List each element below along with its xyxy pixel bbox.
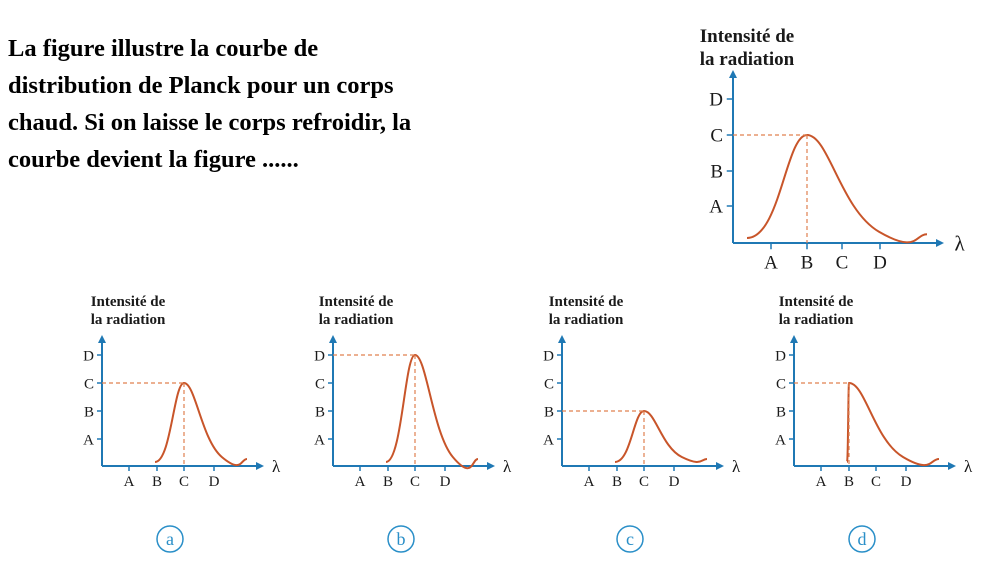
x-tick-label: A bbox=[354, 474, 366, 490]
y-axis-label-line1: Intensité de bbox=[778, 294, 854, 310]
x-tick-label: C bbox=[870, 474, 882, 490]
y-tick-label: A bbox=[314, 432, 325, 449]
y-tick-label: C bbox=[775, 376, 786, 393]
x-tick-label: C bbox=[835, 252, 849, 274]
x-axis-label: λ bbox=[272, 457, 281, 476]
option-graph-d bbox=[775, 294, 973, 490]
y-axis-label-line2: la radiation bbox=[699, 48, 795, 70]
x-tick-label: A bbox=[815, 474, 827, 490]
y-tick-label: D bbox=[83, 348, 94, 365]
x-tick-label: D bbox=[873, 252, 887, 274]
y-tick-label: B bbox=[314, 404, 325, 421]
y-tick-label: C bbox=[314, 376, 325, 393]
x-tick-label: D bbox=[439, 474, 451, 490]
option-graph-a bbox=[83, 294, 281, 490]
x-tick-label: B bbox=[382, 474, 394, 490]
y-tick-label: C bbox=[710, 125, 723, 147]
y-tick-label: D bbox=[543, 348, 554, 365]
y-tick-label: A bbox=[543, 432, 554, 449]
y-tick-label: B bbox=[775, 404, 786, 421]
y-tick-label: A bbox=[83, 432, 94, 449]
x-tick-label: B bbox=[151, 474, 163, 490]
radiation-curve bbox=[747, 135, 927, 242]
x-tick-label: A bbox=[583, 474, 595, 490]
y-axis-label-line1: Intensité de bbox=[90, 294, 166, 310]
y-tick-label: B bbox=[543, 404, 554, 421]
y-tick-label: D bbox=[314, 348, 325, 365]
y-tick-label: D bbox=[775, 348, 786, 365]
x-tick-label: C bbox=[638, 474, 650, 490]
y-tick-label: B bbox=[710, 161, 723, 183]
option-label-c: c bbox=[626, 529, 634, 549]
option-label-a: a bbox=[166, 529, 174, 549]
y-tick-label: D bbox=[709, 89, 723, 111]
reference-graph bbox=[700, 26, 966, 273]
y-axis-label-line2: la radiation bbox=[318, 312, 394, 328]
x-tick-label: B bbox=[800, 252, 814, 274]
y-axis-label-line2: la radiation bbox=[548, 312, 624, 328]
x-tick-label: C bbox=[178, 474, 190, 490]
x-tick-label: C bbox=[409, 474, 421, 490]
y-axis-label-line1: Intensité de bbox=[318, 294, 394, 310]
question-text: La figure illustre la courbe de distribution de Planck pour un corps chaud. Si on laisse le corps refroidir, la courbe devient la figure ...... bbox=[8, 35, 412, 173]
x-axis-label: λ bbox=[964, 457, 973, 476]
option-label-b: b bbox=[396, 529, 406, 549]
x-tick-label: D bbox=[900, 474, 912, 490]
x-axis-label: λ bbox=[503, 457, 512, 476]
y-tick-label: C bbox=[83, 376, 94, 393]
radiation-curve bbox=[847, 383, 939, 465]
radiation-curve bbox=[155, 383, 247, 465]
x-axis-label: λ bbox=[732, 457, 741, 476]
y-tick-label: A bbox=[775, 432, 786, 449]
radiation-curve bbox=[615, 411, 707, 462]
x-axis-label: λ bbox=[954, 231, 965, 256]
y-axis-label-line2: la radiation bbox=[90, 312, 166, 328]
y-axis-label-line2: la radiation bbox=[778, 312, 854, 328]
x-tick-label: B bbox=[611, 474, 623, 490]
option-label-d: d bbox=[857, 529, 867, 549]
y-tick-label: B bbox=[83, 404, 94, 421]
y-tick-label: C bbox=[543, 376, 554, 393]
x-tick-label: B bbox=[843, 474, 855, 490]
x-tick-label: A bbox=[123, 474, 135, 490]
option-graph-c bbox=[543, 294, 741, 490]
option-graph-b bbox=[314, 294, 512, 490]
y-axis-label-line1: Intensité de bbox=[699, 26, 795, 47]
x-tick-label: D bbox=[208, 474, 220, 490]
x-tick-label: D bbox=[668, 474, 680, 490]
radiation-curve bbox=[386, 355, 478, 468]
y-tick-label: A bbox=[709, 196, 723, 218]
y-axis-label-line1: Intensité de bbox=[548, 294, 624, 310]
x-tick-label: A bbox=[764, 252, 778, 274]
